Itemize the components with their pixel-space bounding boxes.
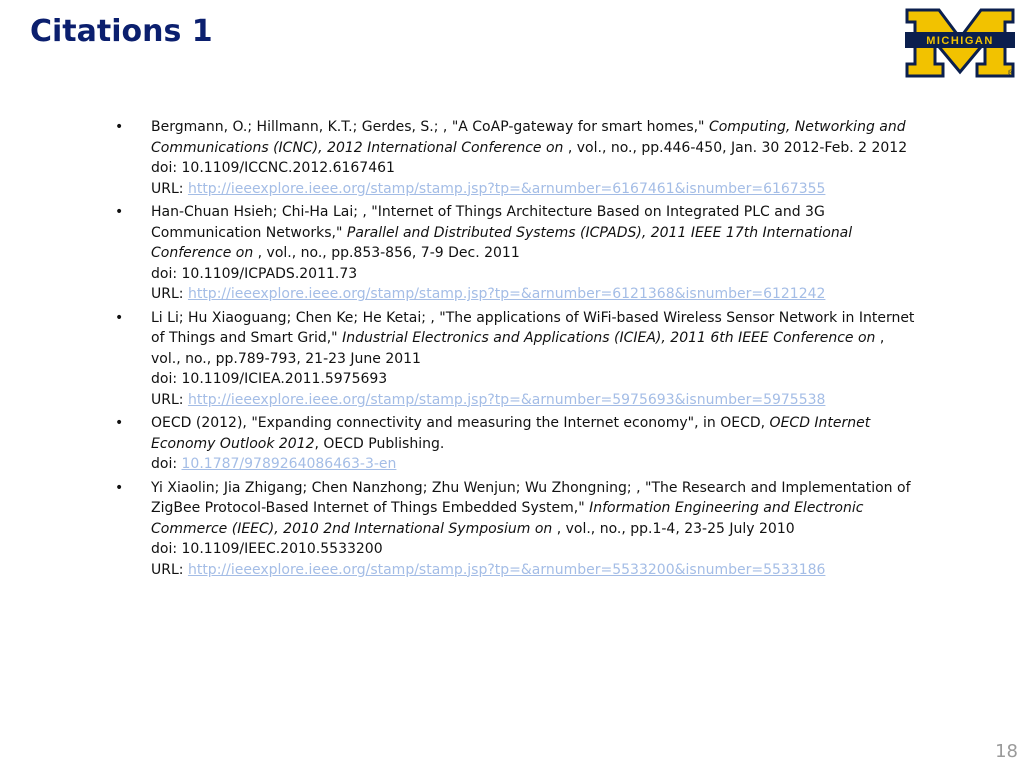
citation-venue: Industrial Electronics and Applications (ICIEA), 2011 6th IEEE Conference on bbox=[342, 330, 876, 346]
citation-url-link[interactable]: http://ieeexplore.ieee.org/stamp/stamp.jsp?tp=&arnumber=5975693&isnumber=5975538 bbox=[187, 391, 826, 408]
doi-label: doi: bbox=[151, 541, 182, 557]
citation-lead: Li Li; Hu Xiaoguang; Chen Ke; He Ketai; , "The applications of WiFi-based Wireless Sensor Network in Internet of Things and Smart Grid," bbox=[151, 309, 915, 346]
bullet-icon: • bbox=[115, 479, 124, 496]
logo-text: MICHIGAN bbox=[926, 35, 994, 47]
bullet-icon: • bbox=[115, 415, 124, 431]
citation-venue: Computing, Networking and Communications (ICNC), 2012 International Conference on bbox=[151, 119, 906, 156]
bullet-icon: • bbox=[115, 119, 124, 135]
url-label: URL: bbox=[151, 286, 188, 302]
citation-doi-line bbox=[151, 369, 915, 390]
citation-url-link[interactable]: http://ieeexplore.ieee.org/stamp/stamp.jsp?tp=&arnumber=6167461&isnumber=6167355 bbox=[187, 180, 826, 197]
citation-item bbox=[115, 413, 915, 475]
citation-tail: , vol., no., pp.446-450, Jan. 30 2012-Feb. 2 2012 bbox=[563, 139, 908, 156]
citation-item bbox=[115, 202, 915, 305]
citation-doi-link[interactable]: 10.1787/9789264086463-3-en bbox=[181, 456, 397, 472]
citation-venue: Information Engineering and Electronic Commerce (IEEC), 2010 2nd International Symposium on bbox=[151, 500, 864, 537]
doi-label: doi: bbox=[151, 160, 182, 176]
citation-doi-line bbox=[151, 264, 915, 285]
url-label: URL: bbox=[151, 391, 188, 408]
citation-doi: 10.1109/ICCNC.2012.6167461 bbox=[181, 160, 395, 176]
url-label: URL: bbox=[151, 180, 188, 197]
citation-tail: , vol., no., pp.853-856, 7-9 Dec. 2011 bbox=[253, 245, 520, 261]
page-number: 18 bbox=[995, 741, 1018, 762]
citation-doi-line bbox=[151, 454, 915, 475]
bullet-icon: • bbox=[115, 204, 124, 220]
citation-venue: OECD Internet Economy Outlook 2012 bbox=[151, 415, 871, 452]
citation-url-line bbox=[151, 284, 915, 305]
bullet-icon: • bbox=[115, 309, 124, 326]
michigan-logo bbox=[905, 8, 1015, 78]
citation-tail: , vol., no., pp.1-4, 23-25 July 2010 bbox=[552, 520, 795, 537]
citation-item bbox=[115, 308, 915, 411]
citation-venue: Parallel and Distributed Systems (ICPADS), 2011 IEEE 17th International Conference on bbox=[151, 224, 853, 261]
citation-tail: , vol., no., pp.789-793, 21-23 June 2011 bbox=[151, 330, 885, 367]
citation-lead: Han-Chuan Hsieh; Chi-Ha Lai; , "Internet of Things Architecture Based on Integrated PLC and 3G Communication Networks," bbox=[151, 204, 825, 241]
url-label: URL: bbox=[151, 561, 188, 578]
citation-doi: 10.1109/IEEC.2010.5533200 bbox=[181, 541, 383, 557]
doi-label: doi: bbox=[151, 456, 182, 472]
citation-doi: 10.1109/ICPADS.2011.73 bbox=[181, 265, 358, 282]
citation-tail: , OECD Publishing. bbox=[314, 435, 445, 452]
citation-url-link[interactable]: http://ieeexplore.ieee.org/stamp/stamp.jsp?tp=&arnumber=6121368&isnumber=6121242 bbox=[187, 286, 826, 302]
citation-list bbox=[115, 117, 915, 583]
citation-lead: OECD (2012), "Expanding connectivity and measuring the Internet economy", in OECD, bbox=[151, 415, 770, 431]
citation-item bbox=[115, 117, 915, 199]
citation-url-line bbox=[151, 390, 915, 411]
citation-doi-line bbox=[151, 539, 915, 560]
citation-url-line bbox=[151, 560, 915, 581]
citation-item bbox=[115, 478, 915, 581]
citation-doi-line bbox=[151, 158, 915, 179]
citation-lead: Bergmann, O.; Hillmann, K.T.; Gerdes, S.; , "A CoAP-gateway for smart homes," bbox=[151, 119, 709, 135]
citation-doi: 10.1109/ICIEA.2011.5975693 bbox=[181, 371, 388, 387]
logo-registered: ® bbox=[1008, 70, 1014, 77]
citation-url-link[interactable]: http://ieeexplore.ieee.org/stamp/stamp.jsp?tp=&arnumber=5533200&isnumber=5533186 bbox=[187, 561, 826, 578]
slide-title: Citations 1 bbox=[30, 14, 213, 49]
citation-url-line bbox=[151, 179, 915, 200]
doi-label: doi: bbox=[151, 265, 182, 282]
doi-label: doi: bbox=[151, 371, 182, 387]
citation-lead: Yi Xiaolin; Jia Zhigang; Chen Nanzhong; Zhu Wenjun; Wu Zhongning; , "The Research and Implementation of ZigBee Protocol-Based Internet of Things Embedded System," bbox=[151, 479, 911, 516]
